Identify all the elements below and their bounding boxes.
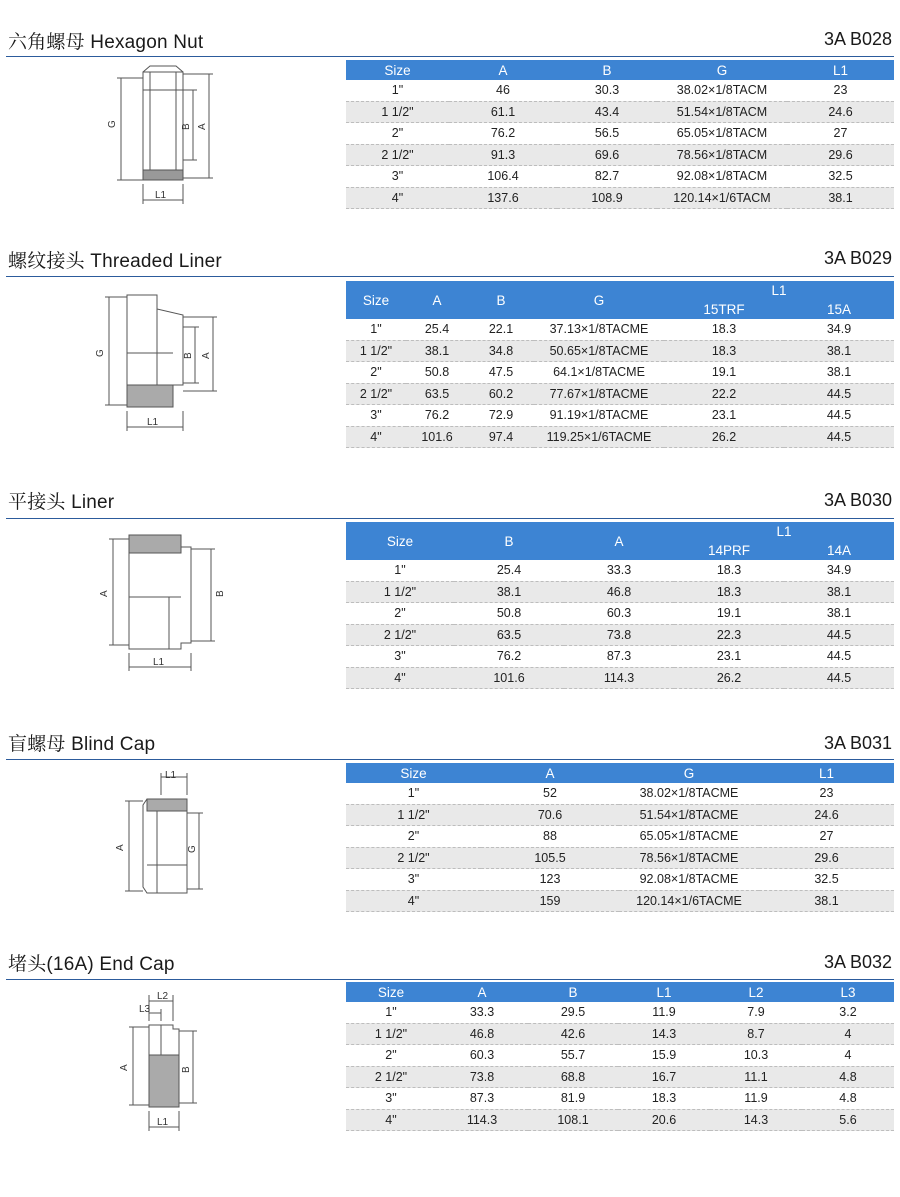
table-cell: 50.65×1/8TACME (534, 340, 664, 362)
table-cell: 77.67×1/8TACME (534, 383, 664, 405)
table-cell: 108.1 (528, 1109, 618, 1131)
table-cell: 24.6 (787, 101, 894, 123)
table-cell: 120.14×1/6TACME (619, 890, 759, 912)
table-cell: 44.5 (784, 624, 894, 646)
table-cell: 4" (346, 426, 406, 448)
section-title: 堵头(16A) End Cap (8, 954, 175, 975)
table-cell: 11.1 (710, 1066, 802, 1088)
table-cell: 34.9 (784, 319, 894, 340)
table-cell: 65.05×1/8TACM (657, 123, 787, 145)
table-cell: 55.7 (528, 1045, 618, 1067)
column-header: A (436, 982, 528, 1002)
table-cell: 20.6 (618, 1109, 710, 1131)
dim-label: B (215, 590, 226, 597)
column-header: L1 (618, 982, 710, 1002)
table-cell: 2" (346, 1045, 436, 1067)
table-cell: 106.4 (449, 166, 557, 188)
table-cell: 70.6 (481, 804, 619, 826)
table-cell: 50.8 (406, 362, 468, 384)
table-cell: 1 1/2" (346, 101, 449, 123)
table-cell: 23.1 (664, 405, 784, 427)
column-header: 14A (784, 540, 894, 560)
table-cell: 44.5 (784, 426, 894, 448)
table-cell: 16.7 (618, 1066, 710, 1088)
table-cell: 1" (346, 80, 449, 101)
table-cell: 2" (346, 362, 406, 384)
product-code: 3A B030 (823, 490, 892, 510)
section-title: 平接头 Liner (8, 492, 115, 513)
table-cell: 27 (759, 826, 894, 848)
dim-label: G (107, 120, 118, 128)
table-cell: 87.3 (436, 1088, 528, 1110)
dim-label: L1 (155, 190, 167, 201)
table-cell: 82.7 (557, 166, 657, 188)
table-cell: 88 (481, 826, 619, 848)
table-cell: 15.9 (618, 1045, 710, 1067)
table-cell: 7.9 (710, 1002, 802, 1023)
group-header: L1 (664, 281, 894, 299)
dim-label: L1 (147, 417, 159, 428)
table-cell: 38.1 (787, 187, 894, 209)
table-cell: 22.2 (664, 383, 784, 405)
table-cell: 30.3 (557, 80, 657, 101)
column-header: G (619, 763, 759, 783)
spec-table-end-cap (346, 982, 894, 1131)
column-header: Size (346, 763, 481, 783)
table-cell: 24.6 (759, 804, 894, 826)
group-header: L1 (674, 522, 894, 540)
table-cell: 3.2 (802, 1002, 894, 1023)
table-cell: 4" (346, 1109, 436, 1131)
table-cell: 14.3 (618, 1023, 710, 1045)
dim-label: G (95, 349, 106, 357)
product-code: 3A B029 (823, 248, 892, 268)
table-cell: 4" (346, 667, 454, 689)
table-cell: 46 (449, 80, 557, 101)
table-cell: 38.1 (784, 340, 894, 362)
table-cell: 26.2 (674, 667, 784, 689)
dim-label: A (201, 352, 212, 359)
table-cell: 108.9 (557, 187, 657, 209)
table-cell: 1" (346, 319, 406, 340)
table-cell: 2 1/2" (346, 847, 481, 869)
table-cell: 123 (481, 869, 619, 891)
table-cell: 73.8 (436, 1066, 528, 1088)
table-cell: 29.6 (787, 144, 894, 166)
table-row (346, 1066, 894, 1088)
table-cell: 2" (346, 603, 454, 625)
table-cell: 120.14×1/6TACM (657, 187, 787, 209)
table-cell: 22.3 (674, 624, 784, 646)
table-cell: 60.3 (564, 603, 674, 625)
table-row (346, 1045, 894, 1067)
table-cell: 91.3 (449, 144, 557, 166)
table-cell: 114.3 (564, 667, 674, 689)
table-cell: 44.5 (784, 383, 894, 405)
table-cell: 64.1×1/8TACME (534, 362, 664, 384)
table-cell: 42.6 (528, 1023, 618, 1045)
table-cell: 3" (346, 869, 481, 891)
table-cell: 38.1 (784, 362, 894, 384)
table-row (346, 1002, 894, 1023)
table-cell: 34.8 (468, 340, 534, 362)
table-cell: 46.8 (564, 581, 674, 603)
table-cell: 1" (346, 560, 454, 581)
table-cell: 50.8 (454, 603, 564, 625)
table-cell: 105.5 (481, 847, 619, 869)
table-cell: 23.1 (674, 646, 784, 668)
table-cell: 76.2 (449, 123, 557, 145)
table-cell: 4.8 (802, 1066, 894, 1088)
table-cell: 1 1/2" (346, 340, 406, 362)
table-cell: 91.19×1/8TACME (534, 405, 664, 427)
table-cell: 60.2 (468, 383, 534, 405)
column-header: B (528, 982, 618, 1002)
table-cell: 22.1 (468, 319, 534, 340)
dim-label: L3 (139, 1004, 151, 1015)
table-cell: 4 (802, 1023, 894, 1045)
dim-label: L1 (153, 657, 165, 668)
dim-label: L1 (165, 770, 177, 781)
section-title: 六角螺母 Hexagon Nut (8, 32, 204, 53)
table-cell: 2 1/2" (346, 144, 449, 166)
table-cell: 46.8 (436, 1023, 528, 1045)
column-header: L3 (802, 982, 894, 1002)
table-cell: 97.4 (468, 426, 534, 448)
table-cell: 1 1/2" (346, 804, 481, 826)
table-cell: 47.5 (468, 362, 534, 384)
column-header: A (406, 281, 468, 319)
table-cell: 33.3 (564, 560, 674, 581)
table-cell: 19.1 (674, 603, 784, 625)
table-cell: 4.8 (802, 1088, 894, 1110)
table-cell: 26.2 (664, 426, 784, 448)
table-cell: 1" (346, 783, 481, 804)
table-cell: 4" (346, 187, 449, 209)
column-header: B (468, 281, 534, 319)
table-cell: 44.5 (784, 646, 894, 668)
table-cell: 2 1/2" (346, 1066, 436, 1088)
table-cell: 3" (346, 405, 406, 427)
table-cell: 23 (787, 80, 894, 101)
table-cell: 18.3 (674, 581, 784, 603)
table-cell: 69.6 (557, 144, 657, 166)
dim-label: B (181, 1066, 192, 1073)
end-cap-drawing (95, 985, 235, 1135)
table-cell: 38.1 (784, 603, 894, 625)
section-title: 螺纹接头 Threaded Liner (8, 251, 222, 272)
table-cell: 78.56×1/8TACM (657, 144, 787, 166)
table-cell: 3" (346, 1088, 436, 1110)
table-cell: 38.02×1/8TACME (619, 783, 759, 804)
column-header: 15A (784, 299, 894, 319)
table-cell: 2 1/2" (346, 624, 454, 646)
table-cell: 3" (346, 646, 454, 668)
column-header: L1 (759, 763, 894, 783)
table-cell: 76.2 (406, 405, 468, 427)
column-header: L2 (710, 982, 802, 1002)
table-cell: 114.3 (436, 1109, 528, 1131)
table-cell: 11.9 (618, 1002, 710, 1023)
product-code: 3A B032 (823, 952, 892, 972)
table-cell: 68.8 (528, 1066, 618, 1088)
table-cell: 32.5 (787, 166, 894, 188)
table-cell: 18.3 (664, 340, 784, 362)
product-code: 3A B028 (823, 29, 892, 49)
table-cell: 29.6 (759, 847, 894, 869)
table-row (346, 1088, 894, 1110)
dim-label: G (187, 845, 198, 853)
table-cell: 43.4 (557, 101, 657, 123)
table-cell: 37.13×1/8TACME (534, 319, 664, 340)
section-title: 盲螺母 Blind Cap (8, 734, 156, 755)
dim-label: L1 (157, 1117, 169, 1128)
table-cell: 10.3 (710, 1045, 802, 1067)
dim-label: A (99, 590, 110, 597)
table-cell: 63.5 (406, 383, 468, 405)
section-divider (6, 979, 894, 980)
table-cell: 101.6 (454, 667, 564, 689)
table-cell: 23 (759, 783, 894, 804)
column-header: Size (346, 60, 449, 80)
table-cell: 32.5 (759, 869, 894, 891)
column-header: Size (346, 522, 454, 560)
table-cell: 63.5 (454, 624, 564, 646)
table-cell: 18.3 (674, 560, 784, 581)
table-cell: 25.4 (406, 319, 468, 340)
table-cell: 78.56×1/8TACME (619, 847, 759, 869)
column-header: B (454, 522, 564, 560)
table-cell: 38.1 (759, 890, 894, 912)
dim-label: A (197, 123, 208, 130)
table-cell: 18.3 (664, 319, 784, 340)
table-cell: 4" (346, 890, 481, 912)
table-cell: 1 1/2" (346, 1023, 436, 1045)
table-cell: 25.4 (454, 560, 564, 581)
dim-label: B (181, 123, 192, 130)
table-cell: 73.8 (564, 624, 674, 646)
table-cell: 4 (802, 1045, 894, 1067)
table-cell: 2" (346, 123, 449, 145)
table-cell: 11.9 (710, 1088, 802, 1110)
table-cell: 29.5 (528, 1002, 618, 1023)
column-header: 15TRF (664, 299, 784, 319)
table-cell: 119.25×1/6TACME (534, 426, 664, 448)
table-cell: 18.3 (618, 1088, 710, 1110)
table-cell: 27 (787, 123, 894, 145)
table-cell: 56.5 (557, 123, 657, 145)
column-header: 14PRF (674, 540, 784, 560)
dim-label: B (183, 352, 194, 359)
table-cell: 14.3 (710, 1109, 802, 1131)
table-cell: 51.54×1/8TACME (619, 804, 759, 826)
table-cell: 33.3 (436, 1002, 528, 1023)
table-cell: 52 (481, 783, 619, 804)
dim-label: A (119, 1064, 130, 1071)
dim-label: L2 (157, 991, 169, 1002)
table-cell: 92.08×1/8TACME (619, 869, 759, 891)
column-header: A (449, 60, 557, 80)
dim-label: A (115, 844, 126, 851)
column-header: Size (346, 982, 436, 1002)
table-cell: 81.9 (528, 1088, 618, 1110)
column-header: G (657, 60, 787, 80)
column-header: B (557, 60, 657, 80)
table-cell: 38.1 (454, 581, 564, 603)
column-header: A (564, 522, 674, 560)
table-row (346, 1023, 894, 1045)
table-cell: 61.1 (449, 101, 557, 123)
table-cell: 44.5 (784, 667, 894, 689)
table-cell: 1" (346, 1002, 436, 1023)
table-cell: 72.9 (468, 405, 534, 427)
table-cell: 8.7 (710, 1023, 802, 1045)
table-cell: 60.3 (436, 1045, 528, 1067)
table-cell: 1 1/2" (346, 581, 454, 603)
table-cell: 76.2 (454, 646, 564, 668)
table-cell: 38.02×1/8TACM (657, 80, 787, 101)
table-cell: 5.6 (802, 1109, 894, 1131)
table-cell: 137.6 (449, 187, 557, 209)
column-header: G (534, 281, 664, 319)
table-cell: 159 (481, 890, 619, 912)
product-code: 3A B031 (823, 733, 892, 753)
table-cell: 2 1/2" (346, 383, 406, 405)
column-header: A (481, 763, 619, 783)
table-cell: 65.05×1/8TACME (619, 826, 759, 848)
table-cell: 101.6 (406, 426, 468, 448)
table-cell: 19.1 (664, 362, 784, 384)
table-cell: 51.54×1/8TACM (657, 101, 787, 123)
table-cell: 38.1 (406, 340, 468, 362)
table-cell: 2" (346, 826, 481, 848)
table-row (346, 1109, 894, 1131)
column-header: L1 (787, 60, 894, 80)
table-cell: 34.9 (784, 560, 894, 581)
table-cell: 87.3 (564, 646, 674, 668)
column-header: Size (346, 281, 406, 319)
table-cell: 44.5 (784, 405, 894, 427)
table-cell: 38.1 (784, 581, 894, 603)
table-cell: 3" (346, 166, 449, 188)
table-cell: 92.08×1/8TACM (657, 166, 787, 188)
